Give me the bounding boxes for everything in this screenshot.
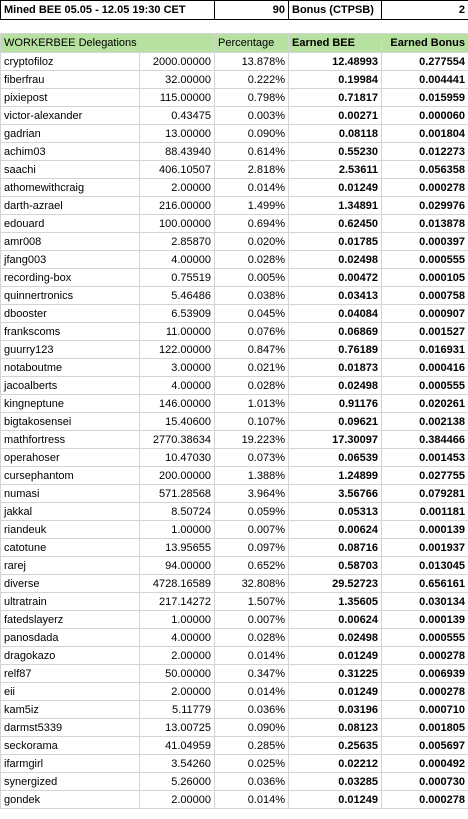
earned-bonus-cell[interactable]: 0.000105 (382, 269, 468, 287)
table-row (1, 377, 468, 395)
delegator-name-cell[interactable]: kam5iz (1, 701, 140, 719)
table-row (1, 53, 468, 71)
percentage-cell[interactable]: 0.028% (215, 377, 289, 395)
delegation-amount-cell[interactable]: 13.00725 (140, 719, 215, 737)
percentage-cell[interactable]: 0.073% (215, 449, 289, 467)
earned-bonus-cell[interactable]: 0.000060 (382, 107, 468, 125)
earned-bee-cell[interactable]: 0.31225 (289, 665, 382, 683)
table-row (1, 791, 468, 809)
earned-bonus-cell[interactable]: 0.020261 (382, 395, 468, 413)
percentage-cell[interactable]: 13.878% (215, 53, 289, 71)
earned-bee-cell[interactable]: 0.08716 (289, 539, 382, 557)
delegation-amount-cell[interactable]: 406.10507 (140, 161, 215, 179)
earned-bee-cell[interactable]: 29.52723 (289, 575, 382, 593)
percentage-cell[interactable]: 0.007% (215, 521, 289, 539)
table-row (1, 557, 468, 575)
percentage-cell[interactable]: 0.014% (215, 683, 289, 701)
earned-bonus-cell[interactable]: 0.002138 (382, 413, 468, 431)
delegator-name-cell[interactable]: recording-box (1, 269, 140, 287)
table-row (1, 233, 468, 251)
table-row (1, 503, 468, 521)
earned-bee-cell[interactable]: 1.35605 (289, 593, 382, 611)
delegation-amount-cell[interactable]: 11.00000 (140, 323, 215, 341)
earned-bee-cell[interactable]: 17.30097 (289, 431, 382, 449)
earned-bee-cell[interactable]: 12.48993 (289, 53, 382, 71)
percentage-cell[interactable]: 0.614% (215, 143, 289, 161)
percentage-cell[interactable]: 0.076% (215, 323, 289, 341)
percentage-cell[interactable]: 0.036% (215, 773, 289, 791)
delegator-name-cell[interactable]: riandeuk (1, 521, 140, 539)
earned-bee-cell[interactable]: 0.05313 (289, 503, 382, 521)
earned-bonus-cell[interactable]: 0.000397 (382, 233, 468, 251)
earned-bonus-cell[interactable]: 0.000416 (382, 359, 468, 377)
table-row (1, 341, 468, 359)
earned-bonus-cell[interactable]: 0.000278 (382, 791, 468, 809)
empty-cell[interactable] (215, 20, 289, 34)
table-row (1, 395, 468, 413)
earned-bonus-cell[interactable]: 0.004441 (382, 71, 468, 89)
delegation-amount-cell[interactable]: 2000.00000 (140, 53, 215, 71)
percentage-cell[interactable]: 0.090% (215, 719, 289, 737)
delegator-name-cell[interactable]: dbooster (1, 305, 140, 323)
delegator-name-cell[interactable]: jacoalberts (1, 377, 140, 395)
earned-bonus-cell[interactable]: 0.001181 (382, 503, 468, 521)
earned-bonus-cell[interactable]: 0.656161 (382, 575, 468, 593)
delegator-name-cell[interactable]: numasi (1, 485, 140, 503)
earned-bee-cell[interactable]: 0.01873 (289, 359, 382, 377)
delegator-name-cell[interactable]: synergized (1, 773, 140, 791)
table-row (1, 539, 468, 557)
earned-bee-cell[interactable]: 0.01249 (289, 179, 382, 197)
earned-bonus-cell[interactable]: 0.000555 (382, 377, 468, 395)
delegation-amount-cell[interactable]: 2770.38634 (140, 431, 215, 449)
earned-bonus-cell[interactable]: 0.000278 (382, 683, 468, 701)
delegator-name-cell[interactable]: dragokazo (1, 647, 140, 665)
earned-bonus-cell[interactable]: 0.005697 (382, 737, 468, 755)
percentage-cell[interactable]: 0.005% (215, 269, 289, 287)
percentage-cell[interactable]: 0.107% (215, 413, 289, 431)
delegation-amount-cell[interactable]: 4.00000 (140, 251, 215, 269)
delegation-amount-cell[interactable]: 4.00000 (140, 629, 215, 647)
delegation-amount-cell[interactable]: 122.00000 (140, 341, 215, 359)
percentage-cell[interactable]: 19.223% (215, 431, 289, 449)
earned-bee-cell[interactable]: 0.55230 (289, 143, 382, 161)
delegator-name-cell[interactable]: saachi (1, 161, 140, 179)
table-row (1, 215, 468, 233)
earned-bonus-cell[interactable]: 0.001805 (382, 719, 468, 737)
delegation-amount-cell[interactable]: 2.00000 (140, 179, 215, 197)
delegator-name-cell[interactable]: frankscoms (1, 323, 140, 341)
earned-bonus-cell[interactable]: 0.000555 (382, 251, 468, 269)
percentage-cell[interactable]: 0.652% (215, 557, 289, 575)
table-row (1, 521, 468, 539)
percentage-cell[interactable]: 0.025% (215, 755, 289, 773)
mined-value-cell[interactable]: 90 (215, 1, 289, 20)
earned-bonus-cell[interactable]: 0.277554 (382, 53, 468, 71)
delegation-amount-cell[interactable]: 5.46486 (140, 287, 215, 305)
earned-bonus-cell[interactable]: 0.384466 (382, 431, 468, 449)
table-row (1, 179, 468, 197)
percentage-cell[interactable]: 32.808% (215, 575, 289, 593)
earned-bee-cell[interactable]: 0.02498 (289, 251, 382, 269)
table-row (1, 449, 468, 467)
table-row (1, 431, 468, 449)
percentage-cell[interactable]: 0.014% (215, 647, 289, 665)
earned-bee-cell[interactable]: 0.76189 (289, 341, 382, 359)
earned-bonus-cell[interactable]: 0.000758 (382, 287, 468, 305)
earned-bee-cell[interactable]: 0.00271 (289, 107, 382, 125)
percentage-cell[interactable]: 0.347% (215, 665, 289, 683)
table-row (1, 647, 468, 665)
earned-bee-cell[interactable]: 3.56766 (289, 485, 382, 503)
percentage-cell[interactable]: 0.028% (215, 629, 289, 647)
delegator-name-cell[interactable]: fiberfrau (1, 71, 140, 89)
percentage-cell[interactable]: 0.847% (215, 341, 289, 359)
delegation-amount-cell[interactable]: 4728.16589 (140, 575, 215, 593)
earned-bonus-cell[interactable]: 0.001527 (382, 323, 468, 341)
table-row (1, 143, 468, 161)
earned-bonus-cell[interactable]: 0.013045 (382, 557, 468, 575)
earned-bonus-cell[interactable]: 0.000139 (382, 611, 468, 629)
earned-bonus-cell[interactable]: 0.012273 (382, 143, 468, 161)
earned-bonus-cell[interactable]: 0.001453 (382, 449, 468, 467)
summary-row (1, 1, 468, 20)
percentage-cell[interactable]: 0.090% (215, 125, 289, 143)
delegation-amount-cell[interactable]: 216.00000 (140, 197, 215, 215)
delegation-amount-cell[interactable]: 3.00000 (140, 359, 215, 377)
delegation-amount-cell[interactable]: 2.00000 (140, 791, 215, 809)
table-row (1, 665, 468, 683)
table-row (1, 701, 468, 719)
earned-bonus-cell[interactable]: 0.001937 (382, 539, 468, 557)
delegator-name-cell[interactable]: eii (1, 683, 140, 701)
table-row (1, 89, 468, 107)
delegator-name-cell[interactable]: kingneptune (1, 395, 140, 413)
delegation-amount-cell[interactable]: 15.40600 (140, 413, 215, 431)
delegation-amount-cell[interactable]: 571.28568 (140, 485, 215, 503)
table-row (1, 125, 468, 143)
delegation-amount-cell[interactable]: 200.00000 (140, 467, 215, 485)
mined-label-cell[interactable]: Mined BEE 05.05 - 12.05 19:30 CET (1, 1, 215, 20)
percentage-cell[interactable]: 0.059% (215, 503, 289, 521)
percentage-cell[interactable]: 0.222% (215, 71, 289, 89)
delegation-amount-cell[interactable]: 1.00000 (140, 521, 215, 539)
earned-bee-cell[interactable]: 1.34891 (289, 197, 382, 215)
delegation-amount-cell[interactable]: 50.00000 (140, 665, 215, 683)
table-row (1, 323, 468, 341)
earned-bee-cell[interactable]: 0.02498 (289, 377, 382, 395)
earned-bee-cell[interactable]: 2.53611 (289, 161, 382, 179)
earned-bonus-cell[interactable]: 0.079281 (382, 485, 468, 503)
percentage-cell[interactable]: 0.014% (215, 179, 289, 197)
table-row (1, 269, 468, 287)
delegation-amount-cell[interactable]: 3.54260 (140, 755, 215, 773)
earned-bee-cell[interactable]: 0.01249 (289, 647, 382, 665)
delegation-amount-cell[interactable]: 100.00000 (140, 215, 215, 233)
delegator-name-cell[interactable]: victor-alexander (1, 107, 140, 125)
earned-bee-cell[interactable]: 1.24899 (289, 467, 382, 485)
delegation-amount-cell[interactable]: 1.00000 (140, 611, 215, 629)
delegation-amount-cell[interactable]: 32.00000 (140, 71, 215, 89)
delegation-amount-cell[interactable]: 2.00000 (140, 683, 215, 701)
earned-bonus-cell[interactable]: 0.001804 (382, 125, 468, 143)
earned-bonus-cell[interactable]: 0.000139 (382, 521, 468, 539)
percentage-cell[interactable]: 1.013% (215, 395, 289, 413)
earned-bee-cell[interactable]: 0.25635 (289, 737, 382, 755)
delegation-amount-cell[interactable]: 41.04959 (140, 737, 215, 755)
delegator-name-cell[interactable]: mathfortress (1, 431, 140, 449)
delegator-name-cell[interactable]: achim03 (1, 143, 140, 161)
earned-bonus-cell[interactable]: 0.006939 (382, 665, 468, 683)
earned-bee-cell[interactable]: 0.03196 (289, 701, 382, 719)
delegation-amount-cell[interactable]: 13.95655 (140, 539, 215, 557)
earned-bonus-cell[interactable]: 0.000730 (382, 773, 468, 791)
delegator-name-cell[interactable]: guurry123 (1, 341, 140, 359)
delegation-amount-cell[interactable]: 4.00000 (140, 377, 215, 395)
percentage-cell[interactable]: 1.499% (215, 197, 289, 215)
earned-bonus-cell[interactable]: 0.000710 (382, 701, 468, 719)
table-row (1, 467, 468, 485)
header-row (1, 34, 468, 53)
table-row (1, 251, 468, 269)
delegation-amount-cell[interactable]: 13.00000 (140, 125, 215, 143)
delegator-name-cell[interactable]: panosdada (1, 629, 140, 647)
delegation-amount-cell[interactable]: 115.00000 (140, 89, 215, 107)
percentage-cell[interactable]: 0.021% (215, 359, 289, 377)
empty-cell[interactable] (289, 20, 382, 34)
delegation-amount-cell[interactable]: 0.75519 (140, 269, 215, 287)
delegator-name-cell[interactable]: darmst5339 (1, 719, 140, 737)
delegator-name-cell[interactable]: bigtakosensei (1, 413, 140, 431)
empty-cell[interactable] (1, 20, 140, 34)
percentage-cell[interactable]: 1.388% (215, 467, 289, 485)
earned-bee-cell[interactable]: 0.71817 (289, 89, 382, 107)
delegator-name-cell[interactable]: ifarmgirl (1, 755, 140, 773)
header-delegations[interactable]: WORKERBEE Delegations (1, 34, 215, 53)
delegator-name-cell[interactable]: gondek (1, 791, 140, 809)
earned-bee-cell[interactable]: 0.02212 (289, 755, 382, 773)
earned-bonus-cell[interactable]: 0.015959 (382, 89, 468, 107)
earned-bonus-cell[interactable]: 0.013878 (382, 215, 468, 233)
delegator-name-cell[interactable]: cursephantom (1, 467, 140, 485)
table-row (1, 755, 468, 773)
delegator-name-cell[interactable]: pixiepost (1, 89, 140, 107)
empty-cell[interactable] (140, 20, 215, 34)
percentage-cell[interactable]: 0.036% (215, 701, 289, 719)
delegation-amount-cell[interactable]: 2.85870 (140, 233, 215, 251)
percentage-cell[interactable]: 0.798% (215, 89, 289, 107)
table-row (1, 719, 468, 737)
table-row (1, 683, 468, 701)
table-row (1, 413, 468, 431)
delegation-amount-cell[interactable]: 8.50724 (140, 503, 215, 521)
earned-bonus-cell[interactable]: 0.000907 (382, 305, 468, 323)
header-earned-bee[interactable]: Earned BEE (289, 34, 382, 53)
earned-bonus-cell[interactable]: 0.000492 (382, 755, 468, 773)
percentage-cell[interactable]: 2.818% (215, 161, 289, 179)
table-row (1, 575, 468, 593)
delegator-name-cell[interactable]: seckorama (1, 737, 140, 755)
table-row (1, 197, 468, 215)
percentage-cell[interactable]: 0.097% (215, 539, 289, 557)
delegation-amount-cell[interactable]: 5.26000 (140, 773, 215, 791)
bonus-value-cell[interactable]: 2 (382, 1, 468, 20)
percentage-cell[interactable]: 0.285% (215, 737, 289, 755)
earned-bee-cell[interactable]: 0.01249 (289, 791, 382, 809)
earned-bee-cell[interactable]: 0.19984 (289, 71, 382, 89)
delegator-name-cell[interactable]: jfang003 (1, 251, 140, 269)
delegator-name-cell[interactable]: catotune (1, 539, 140, 557)
delegator-name-cell[interactable]: rarej (1, 557, 140, 575)
empty-cell[interactable] (382, 20, 468, 34)
table-row (1, 107, 468, 125)
delegator-name-cell[interactable]: ultratrain (1, 593, 140, 611)
delegator-name-cell[interactable]: cryptofiloz (1, 53, 140, 71)
delegator-name-cell[interactable]: athomewithcraig (1, 179, 140, 197)
delegator-name-cell[interactable]: operahoser (1, 449, 140, 467)
earned-bee-cell[interactable]: 0.01785 (289, 233, 382, 251)
earned-bee-cell[interactable]: 0.00624 (289, 611, 382, 629)
earned-bee-cell[interactable]: 0.01249 (289, 683, 382, 701)
earned-bee-cell[interactable]: 0.00624 (289, 521, 382, 539)
delegator-name-cell[interactable]: darth-azrael (1, 197, 140, 215)
table-row (1, 305, 468, 323)
delegator-name-cell[interactable]: relf87 (1, 665, 140, 683)
table-row (1, 161, 468, 179)
percentage-cell[interactable]: 0.694% (215, 215, 289, 233)
earned-bee-cell[interactable]: 0.00472 (289, 269, 382, 287)
percentage-cell[interactable]: 0.045% (215, 305, 289, 323)
percentage-cell[interactable]: 0.020% (215, 233, 289, 251)
delegation-amount-cell[interactable]: 5.11779 (140, 701, 215, 719)
earned-bee-cell[interactable]: 0.03285 (289, 773, 382, 791)
header-earned-bonus[interactable]: Earned Bonus (382, 34, 468, 53)
header-percentage[interactable]: Percentage (215, 34, 289, 53)
table-row (1, 485, 468, 503)
earned-bonus-cell[interactable]: 0.016931 (382, 341, 468, 359)
delegation-amount-cell[interactable]: 217.14272 (140, 593, 215, 611)
percentage-cell[interactable]: 0.007% (215, 611, 289, 629)
delegator-name-cell[interactable]: gadrian (1, 125, 140, 143)
delegation-amount-cell[interactable]: 88.43940 (140, 143, 215, 161)
earned-bee-cell[interactable]: 0.03413 (289, 287, 382, 305)
delegation-amount-cell[interactable]: 10.47030 (140, 449, 215, 467)
earned-bee-cell[interactable]: 0.58703 (289, 557, 382, 575)
percentage-cell[interactable]: 0.028% (215, 251, 289, 269)
percentage-cell[interactable]: 0.003% (215, 107, 289, 125)
percentage-cell[interactable]: 1.507% (215, 593, 289, 611)
earned-bonus-cell[interactable]: 0.000278 (382, 179, 468, 197)
delegation-amount-cell[interactable]: 6.53909 (140, 305, 215, 323)
percentage-cell[interactable]: 0.038% (215, 287, 289, 305)
table-row (1, 71, 468, 89)
earned-bee-cell[interactable]: 0.04084 (289, 305, 382, 323)
delegator-name-cell[interactable]: amr008 (1, 233, 140, 251)
delegator-name-cell[interactable]: notaboutme (1, 359, 140, 377)
delegation-amount-cell[interactable]: 0.43475 (140, 107, 215, 125)
earned-bee-cell[interactable]: 0.09621 (289, 413, 382, 431)
delegation-amount-cell[interactable]: 2.00000 (140, 647, 215, 665)
earned-bonus-cell[interactable]: 0.056358 (382, 161, 468, 179)
table-row (1, 773, 468, 791)
percentage-cell[interactable]: 3.964% (215, 485, 289, 503)
earned-bee-cell[interactable]: 0.06869 (289, 323, 382, 341)
percentage-cell[interactable]: 0.014% (215, 791, 289, 809)
table-row (1, 593, 468, 611)
delegation-amount-cell[interactable]: 146.00000 (140, 395, 215, 413)
earned-bonus-cell[interactable]: 0.027755 (382, 467, 468, 485)
delegator-name-cell[interactable]: diverse (1, 575, 140, 593)
earned-bonus-cell[interactable]: 0.029976 (382, 197, 468, 215)
delegator-name-cell[interactable]: fatedslayerz (1, 611, 140, 629)
delegator-name-cell[interactable]: jakkal (1, 503, 140, 521)
table-row (1, 611, 468, 629)
table-row (1, 287, 468, 305)
earned-bee-cell[interactable]: 0.08118 (289, 125, 382, 143)
earned-bee-cell[interactable]: 0.06539 (289, 449, 382, 467)
table-row (1, 737, 468, 755)
delegator-name-cell[interactable]: edouard (1, 215, 140, 233)
earned-bonus-cell[interactable]: 0.000555 (382, 629, 468, 647)
earned-bee-cell[interactable]: 0.62450 (289, 215, 382, 233)
earned-bee-cell[interactable]: 0.91176 (289, 395, 382, 413)
earned-bee-cell[interactable]: 0.02498 (289, 629, 382, 647)
delegator-name-cell[interactable]: quinnertronics (1, 287, 140, 305)
spacer-row (1, 20, 468, 34)
table-row (1, 359, 468, 377)
bonus-label-cell[interactable]: Bonus (CTPSB) (289, 1, 382, 20)
earned-bee-cell[interactable]: 0.08123 (289, 719, 382, 737)
earned-bonus-cell[interactable]: 0.000278 (382, 647, 468, 665)
delegation-amount-cell[interactable]: 94.00000 (140, 557, 215, 575)
table-row (1, 629, 468, 647)
earned-bonus-cell[interactable]: 0.030134 (382, 593, 468, 611)
